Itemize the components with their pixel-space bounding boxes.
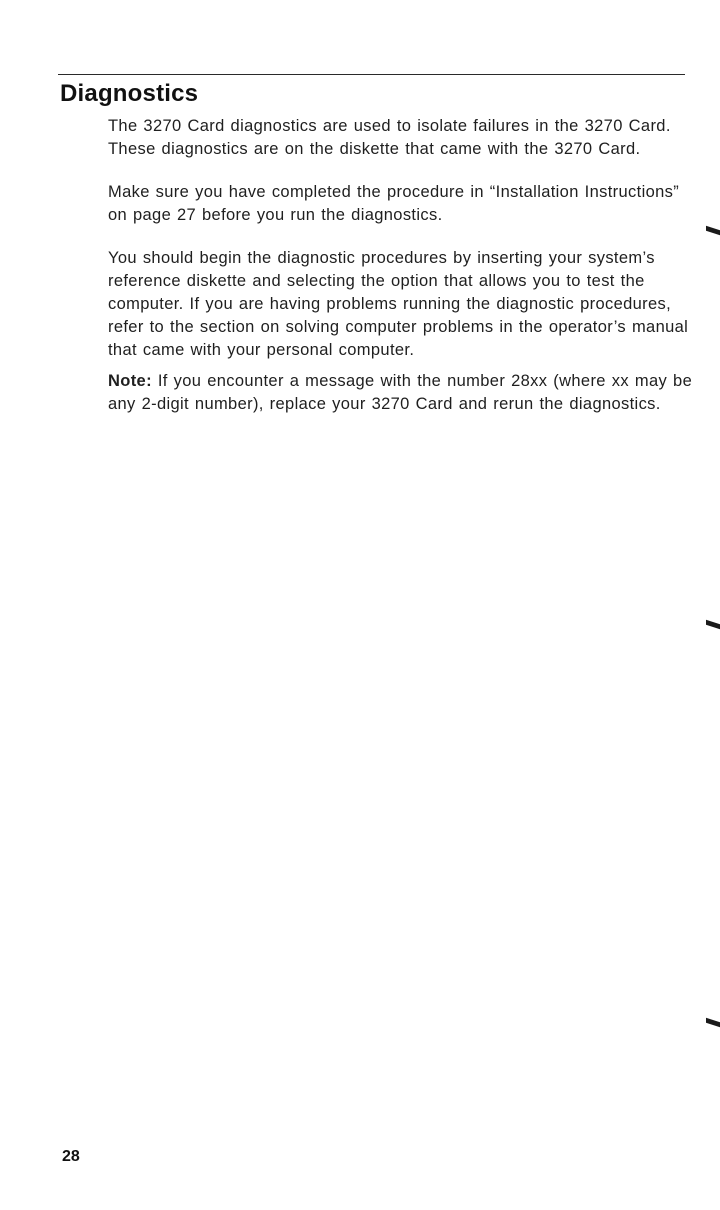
note-label: Note: (108, 372, 152, 390)
section-rule (58, 74, 685, 75)
note-paragraph (108, 370, 698, 416)
edge-mark (706, 1018, 720, 1028)
paragraph-intro: The 3270 Card diagnostics are used to isolate failures in the 3270 Card. These diagnostics are on the diskette that came with the 3270 Card. (108, 117, 671, 158)
page-number: 28 (62, 1148, 80, 1165)
section-heading: Diagnostics (60, 80, 199, 107)
section-body (108, 115, 698, 436)
paragraph-prerequisite: Make sure you have completed the procedure in “Installation Instructions” on page 27 before you run the diagnostics. (108, 183, 680, 224)
edge-mark (706, 226, 720, 236)
edge-mark (706, 620, 720, 630)
paragraph-procedure: You should begin the diagnostic procedures by inserting your system’s reference diskette and selecting the option that allows you to test the computer. If you are having problems running the diagnostic procedures, refer to the section on solving computer problems in the operator’s manual that came with your personal computer. (108, 249, 689, 359)
note-text: If you encounter a message with the number 28xx (where xx may be any 2-digit number), replace your 3270 Card and rerun the diagnostics. (108, 372, 693, 413)
